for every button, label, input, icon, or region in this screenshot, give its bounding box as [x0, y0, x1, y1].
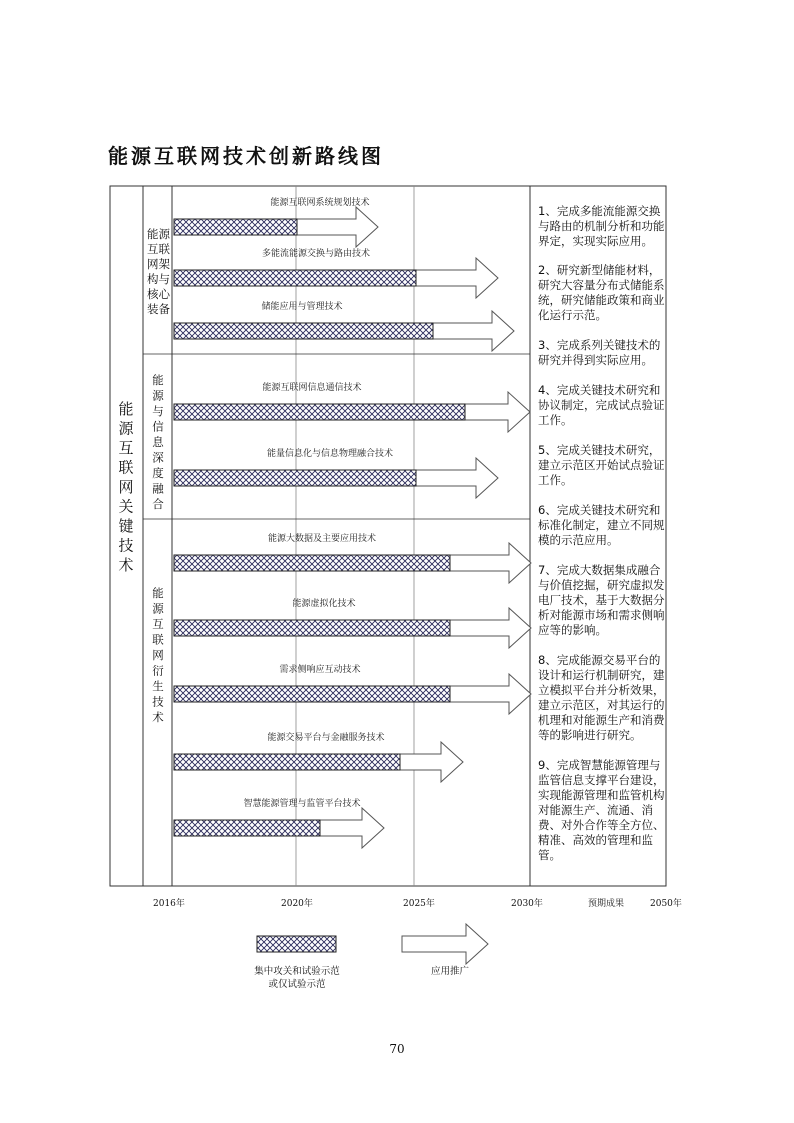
group-label-fusion-char: 融 — [152, 481, 164, 496]
group-label-fusion-char: 信 — [152, 419, 164, 434]
group-label-fusion-char: 与 — [152, 404, 164, 418]
outcome-item: 8、完成能源交易平台的设计和运行机制研究，建立模拟平台并分析效果，建立示范区，对其运行的机理和对能源生产和消费等的影响进行研究。 — [538, 653, 665, 742]
group-label-derived-char: 术 — [152, 710, 164, 724]
group-label-fusion-char: 合 — [152, 497, 164, 511]
outcome-item: 2、研究新型储能材料，研究大容量分布式储能系统，研究储能政策和商业化运行示范。 — [538, 263, 665, 322]
main-group-label-char: 技 — [118, 536, 134, 555]
legend-hatched-swatch — [257, 936, 336, 952]
axis-label-2025: 2025年 — [403, 899, 435, 909]
group-label-derived-char: 源 — [152, 601, 164, 616]
group-label-derived-char: 互 — [152, 617, 164, 631]
bar-label: 能源互联网信息通信技术 — [262, 383, 362, 393]
bar-label: 能源大数据及主要应用技术 — [267, 534, 377, 544]
main-group-label-char: 源 — [118, 419, 134, 438]
group-label-derived-char: 衍 — [152, 663, 164, 678]
group-label-derived-char: 生 — [152, 679, 164, 693]
outcome-item: 9、完成智慧能源管理与监管信息支撑平台建设，实现能源管理和监管机构对能源生产、流通、消费、对外合作等全方位、精准、高效的管理和监管。 — [538, 758, 665, 862]
group-label-row: 装备 — [147, 302, 170, 316]
group-label-fusion-char: 能 — [152, 373, 164, 387]
outcome-item: 4、完成关键技术研究和协议制定，完成试点验证工作。 — [538, 383, 665, 427]
group-label-derived-char: 能 — [152, 586, 164, 600]
outcome-item: 3、完成系列关键技术的研究并得到实际应用。 — [538, 338, 661, 367]
legend-arrow-swatch — [402, 924, 488, 964]
main-group-label-char: 网 — [118, 478, 134, 496]
group-label-derived-char: 联 — [152, 632, 164, 647]
main-group-label-char: 互 — [118, 439, 134, 457]
group-label-row: 核心 — [147, 287, 170, 301]
outcome-item: 5、完成关键技术研究，建立示范区开始试点验证工作。 — [538, 443, 665, 487]
page-number: 70 — [389, 1042, 405, 1056]
group-label-fusion-char: 源 — [152, 388, 164, 403]
page-title: 能源互联网技术创新路线图 — [108, 144, 384, 168]
outcome-item: 1、完成多能流能源交换与路由的机制分析和功能界定，实现实际应用。 — [538, 204, 665, 248]
group-label-row: 互联 — [147, 242, 170, 256]
axis-label-2016: 2016年 — [153, 899, 185, 909]
axis-label-2020: 2020年 — [281, 899, 313, 909]
bar-label: 储能应用与管理技术 — [261, 302, 343, 312]
legend-hatched-label: 集中攻关和试验示范 或仅试验示范 — [254, 966, 340, 990]
main-group-label-char: 键 — [118, 517, 134, 535]
group-label-row: 能源 — [147, 227, 170, 241]
axis-label-2050: 2050年 — [650, 899, 682, 909]
group-label-row: 网架 — [147, 257, 170, 271]
group-label-row: 构与 — [147, 272, 170, 286]
axis-label-expected: 预期成果 — [588, 899, 625, 909]
group-label-fusion-char: 度 — [152, 466, 164, 480]
bar-label: 需求侧响应互动技术 — [279, 665, 361, 675]
legend-arrow-label: 应用推广 — [430, 966, 469, 977]
main-group-label-char: 能 — [118, 400, 134, 418]
bar-label: 智慧能源管理与监管平台技术 — [243, 799, 361, 809]
bar-label: 能量信息化与信息物理融合技术 — [266, 449, 394, 459]
group-label-derived-char: 技 — [152, 694, 164, 709]
outcome-item: 7、完成大数据集成融合与价值挖掘，研究虚拟发电厂技术，基于大数据分析对能源市场和需求侧响应等的影响。 — [538, 563, 665, 637]
group-label-fusion-char: 深 — [152, 450, 164, 465]
main-group-label-char: 术 — [118, 556, 134, 574]
bar-label: 多能流能源交换与路由技术 — [261, 249, 371, 259]
bar-label: 能源虚拟化技术 — [292, 599, 356, 609]
bar-label: 能源互联网系统规划技术 — [270, 198, 370, 208]
main-group-label-char: 联 — [118, 458, 134, 477]
axis-label-2030: 2030年 — [511, 899, 543, 909]
main-group-label-char: 关 — [118, 497, 134, 516]
bar-label: 能源交易平台与金融服务技术 — [267, 733, 385, 743]
group-label-fusion-char: 息 — [152, 435, 164, 449]
outcome-item: 6、完成关键技术研究和标准化制定，建立不同规模的示范应用。 — [538, 503, 665, 547]
group-label-derived-char: 网 — [152, 648, 164, 662]
